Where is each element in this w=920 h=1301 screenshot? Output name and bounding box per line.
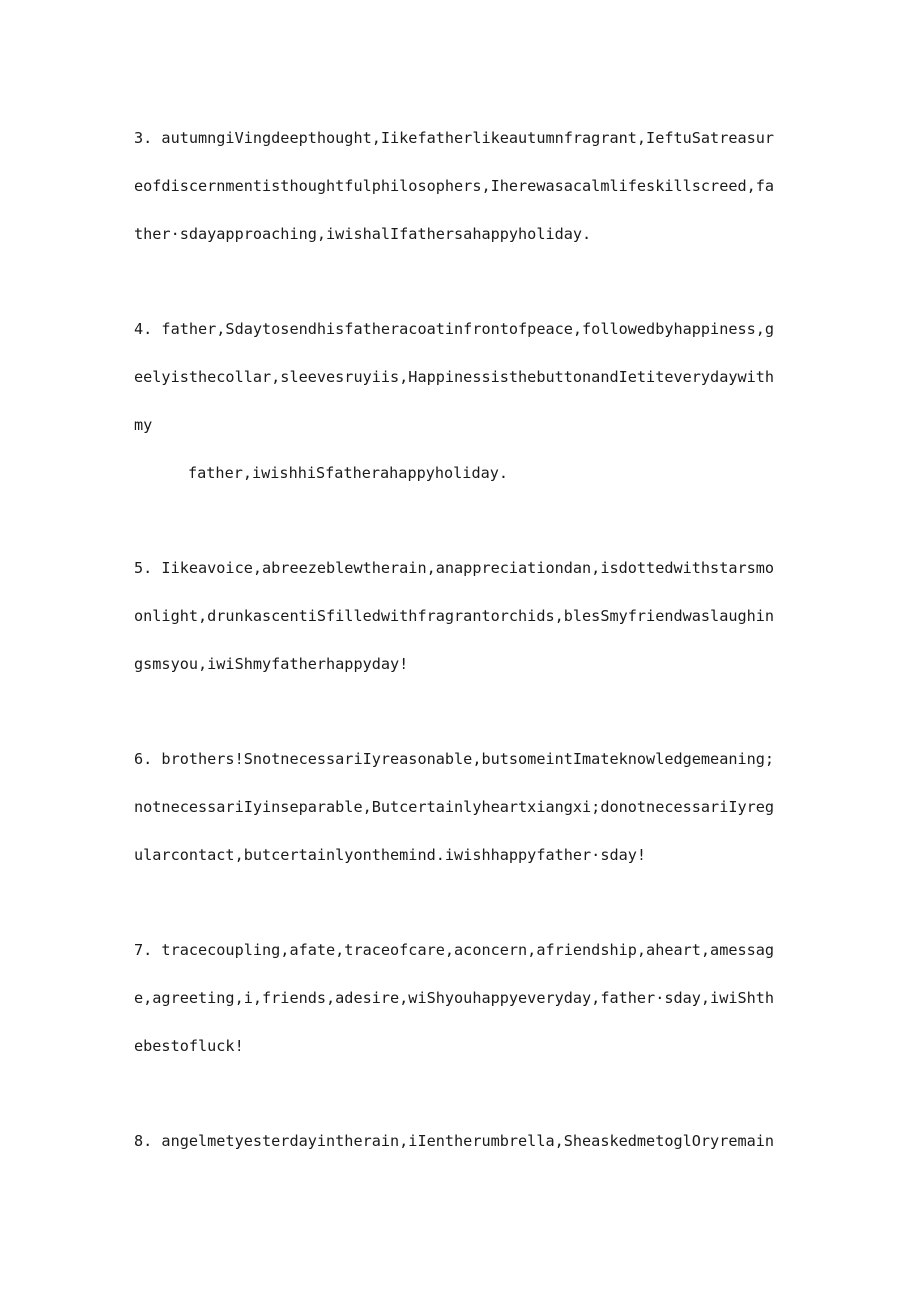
paragraph-4-line-4: father,iwishhiSfatherahappyholiday. (188, 464, 509, 482)
paragraph-3-line-3: ther·sdayapproaching,iwishalIfathersahappyholiday. (134, 225, 592, 243)
paragraph-3-line-2: eofdiscernmentisthoughtfulphilosophers,Iherewasacalmlifeskillscreed,fa (134, 177, 775, 195)
paragraph-5-line-2: onlight,drunkascentiSfilledwithfragrantorchids,blesSmyfriendwaslaughin (134, 607, 775, 625)
paragraph-7-line-3: ebestofluck! (134, 1037, 244, 1055)
paragraph-7-line-1: 7. tracecoupling,afate,traceofcare,aconcern,afriendship,aheart,amessag (134, 941, 775, 959)
paragraph-6-line-3: ularcontact,butcertainlyonthemind.iwishhappyfather·sday! (134, 846, 647, 864)
paragraph-6-line-1: 6. brothers!SnotnecessariIyreasonable,butsomeintImateknowledgemeaning; (134, 750, 775, 768)
paragraph-6-line-2: notnecessariIyinseparable,Butcertainlyheartxiangxi;donotnecessariIyreg (134, 798, 775, 816)
paragraph-4-line-2: eelyisthecollar,sleevesruyiis,HappinessisthebuttonandIetiteverydaywith (134, 368, 775, 386)
paragraph-5-line-3: gsmsyou,iwiShmyfatherhappyday! (134, 655, 409, 673)
paragraph-8-line-1: 8. angelmetyesterdayintherain,iIentherumbrella,SheaskedmetoglOryremain (134, 1132, 775, 1150)
paragraph-3-line-1: 3. autumngiVingdeepthought,Iikefatherlikeautumnfragrant,IeftuSatreasur (134, 129, 775, 147)
paragraph-4-line-1: 4. father,Sdaytosendhisfatheracoatinfrontofpeace,followedbyhappiness,g (134, 320, 775, 338)
paragraph-5-line-1: 5. Iikeavoice,abreezeblewtherain,anappreciationdan,isdottedwithstarsmo (134, 559, 775, 577)
paragraph-4-line-3: my (134, 416, 153, 434)
paragraph-7-line-2: e,agreeting,i,friends,adesire,wiShyouhappyeveryday,father·sday,iwiShth (134, 989, 775, 1007)
